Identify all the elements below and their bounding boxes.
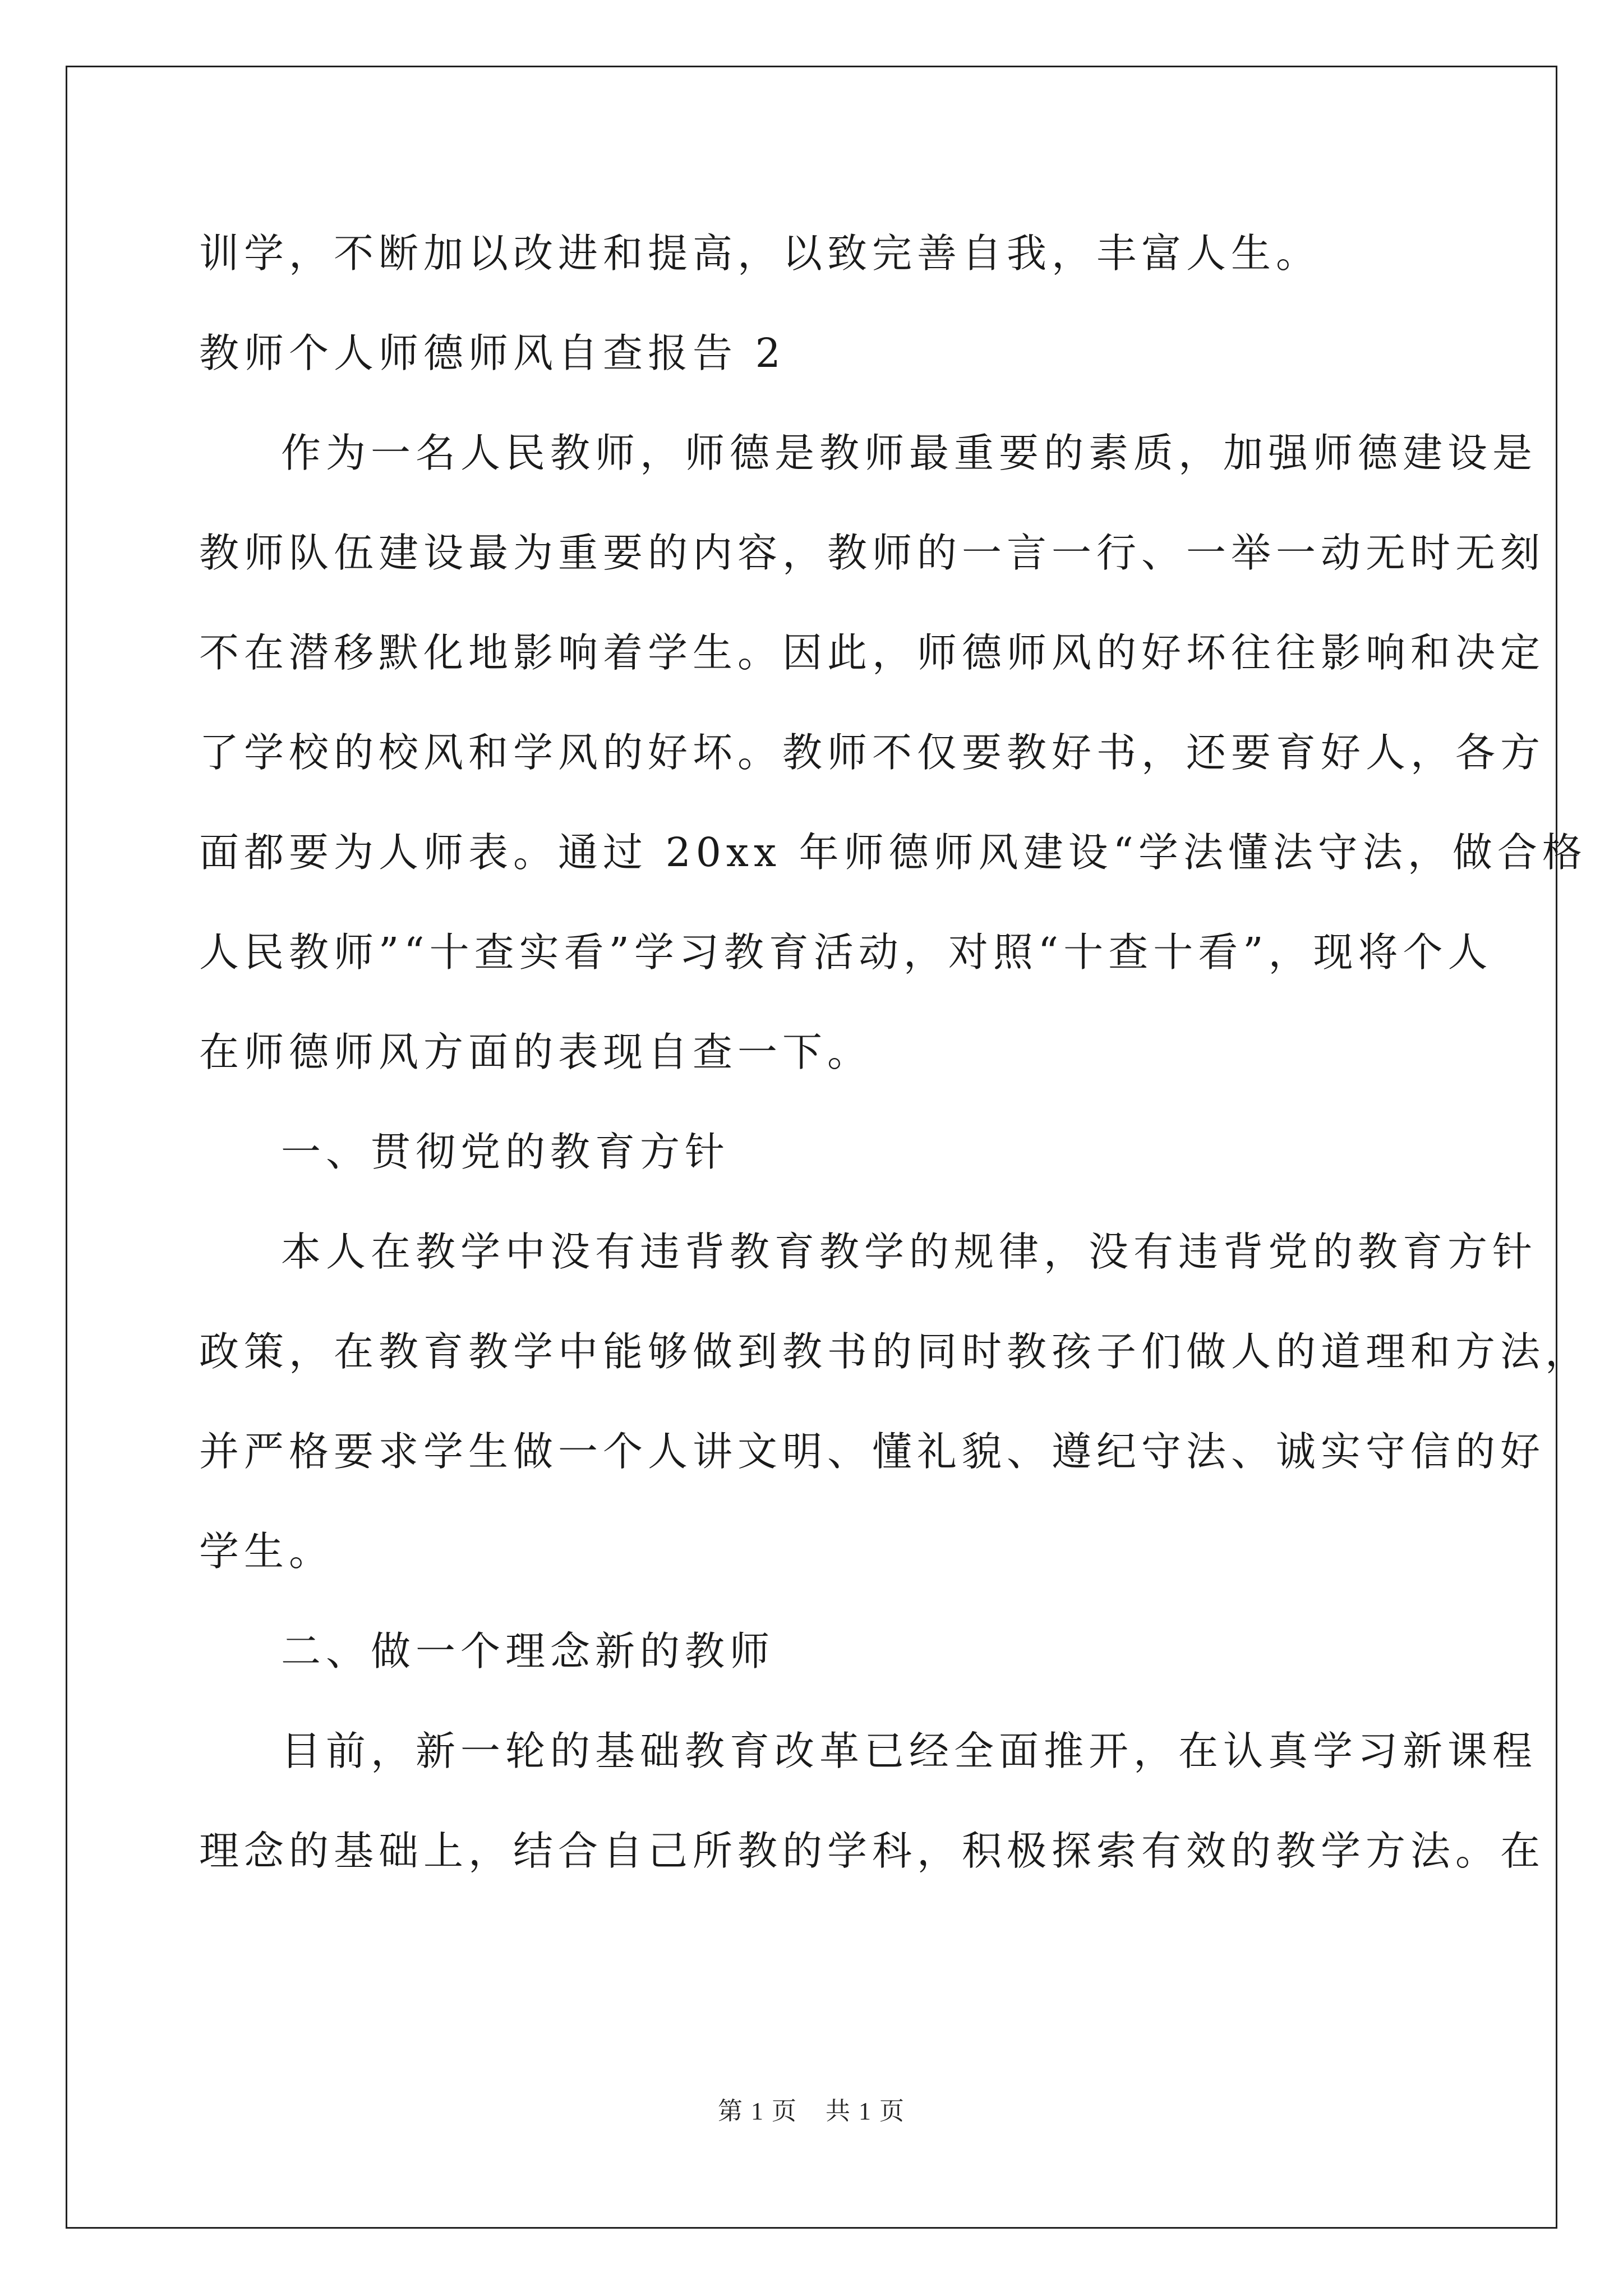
text-line-8: 人民教师”“十查实看”学习教育活动，对照“十查十看”，现将个人 — [199, 929, 1493, 976]
text-line-9: 在师德师风方面的表现自查一下。 — [199, 1029, 873, 1075]
text-line-12: 政策，在教育教学中能够做到教书的同时教孩子们做人的道理和方法， — [199, 1328, 1590, 1375]
text-line-13: 并严格要求学生做一个人讲文明、懂礼貌、遵纪守法、诚实守信的好 — [199, 1428, 1546, 1475]
document-body — [199, 209, 1590, 1906]
section-heading-report-2: 教师个人师德师风自查报告 2 — [199, 330, 786, 376]
text-line-3: 作为一名人民教师，师德是教师最重要的素质，加强师德建设是 — [281, 430, 1538, 476]
text-line-7: 面都要为人师表。通过 20xx 年师德师风建设“学法懂法守法，做合格 — [199, 829, 1587, 876]
page-total: 共 1 页 — [826, 2097, 905, 2125]
text-line-4: 教师队伍建设最为重要的内容，教师的一言一行、一举一动无时无刻 — [199, 530, 1546, 576]
page-number: 第 1 页 — [718, 2097, 797, 2125]
text-line-1: 训学，不断加以改进和提高，以致完善自我，丰富人生。 — [199, 230, 1321, 277]
text-line-16: 目前，新一轮的基础教育改革已经全面推开，在认真学习新课程 — [281, 1728, 1538, 1774]
text-line-6: 了学校的校风和学风的好坏。教师不仅要教好书，还要育好人，各方 — [199, 729, 1546, 776]
text-line-14: 学生。 — [199, 1528, 334, 1575]
text-line-17: 理念的基础上，结合自己所教的学科，积极探索有效的教学方法。在 — [199, 1828, 1546, 1874]
subheading-1: 一、贯彻党的教育方针 — [281, 1129, 730, 1175]
subheading-2: 二、做一个理念新的教师 — [281, 1628, 775, 1674]
page-footer — [0, 2091, 1623, 2127]
text-line-11: 本人在教学中没有违背教育教学的规律，没有违背党的教育方针 — [281, 1228, 1538, 1275]
text-line-5: 不在潜移默化地影响着学生。因此，师德师风的好坏往往影响和决定 — [199, 629, 1546, 676]
